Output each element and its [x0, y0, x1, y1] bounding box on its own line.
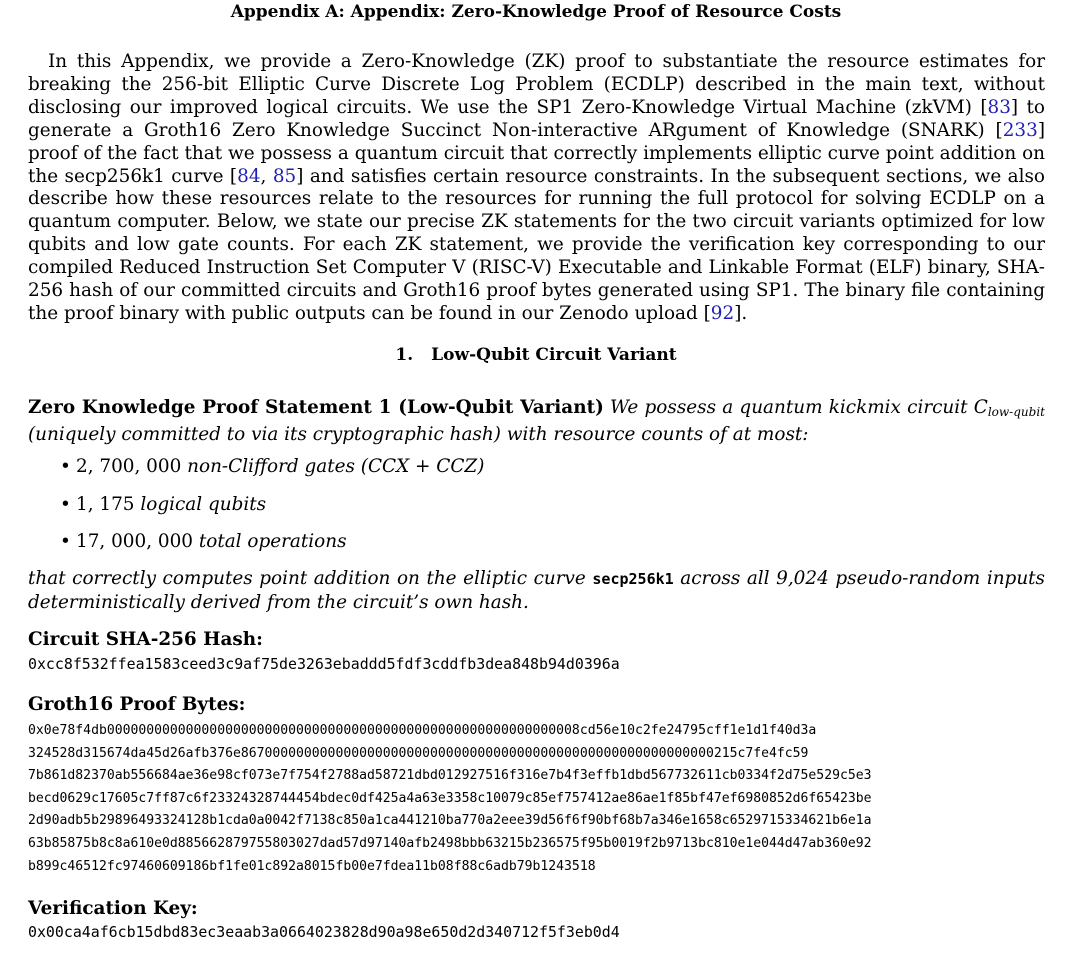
conclusion-text: across all 9,024 pseudo-random inputs deterministically derived from the circuit’s own hash. [28, 568, 1045, 613]
resource-desc: total operations [198, 531, 347, 552]
citation-link-83[interactable]: 83 [987, 96, 1011, 118]
verification-key-value: 0x00ca4af6cb15dbd83ec3eaab3a0664023828d90a98e650d2d340712f5f3eb0d4 [28, 923, 620, 941]
intro-text: ] to generate a Groth16 Zero Knowledge Succinct Non-interactive ARgument of Knowledge (SNARK) [ [28, 96, 1046, 141]
resource-value: 1, 175 [76, 493, 135, 515]
list-item [60, 530, 484, 568]
intro-paragraph [28, 51, 1045, 326]
resource-value: 17, 000, 000 [76, 531, 193, 552]
statement-conclusion [28, 567, 1045, 614]
bullet-icon: • [60, 493, 71, 515]
proof-line: 63b85875b8c8a610e0d885662879755803027dad57d97140afb2498bbb63215b236575f95b0019f2b9713bc810e1e044d47ab360e92 [28, 835, 872, 851]
verification-key-label: Verification Key: [28, 898, 198, 919]
statement-label: Zero Knowledge Proof Statement 1 (Low-Qubit Variant) [28, 397, 604, 418]
intro-text: ] and satisfies certain resource constraints. In the subsequent sections, we also describe how these resources relate to the resources for running the full protocol for solving ECDLP on a quantum computer. Below, we state our precise ZK statements for the two circuit variants optimized for low qubits and low gate counts. For each ZK statement, we provide the verification key corresponding to our compiled Reduced Instruction Set Computer V (RISC-V) Executable and Linkable Format (ELF) binary, SHA-256 hash of our committed circuits and Groth16 proof bytes generated using SP1. The binary file containing the proof binary with public outputs can be found in our Zenodo upload [ [28, 165, 1045, 324]
list-item [60, 455, 484, 493]
circuit-subscript: low-qubit [987, 405, 1045, 419]
citation-link-92[interactable]: 92 [710, 302, 735, 324]
bullet-icon: • [60, 531, 71, 552]
citation-link-84[interactable]: 84 [237, 165, 261, 187]
proof-line: b899c46512fc97460609186bf1fe01c892a8015fb00e7fdea11b08f88c6adb79b1243518 [28, 858, 596, 874]
appendix-title: Appendix A: Appendix: Zero-Knowledge Proof of Resource Costs [230, 2, 842, 22]
proof-label: Groth16 Proof Bytes: [28, 694, 246, 715]
hash-label: Circuit SHA-256 Hash: [28, 629, 263, 650]
section-heading [0, 345, 1072, 365]
hash-value: 0xcc8f532ffea1583ceed3c9af75de3263ebaddd5fdf3cddfb3dea848b94d0396a [28, 655, 620, 673]
resource-value: 2, 700, 000 [76, 456, 182, 477]
proof-line: becd0629c17605c7ff87c6f23324328744454bdec0df425a4a63e3358c10079c85ef757412ae86ae1f85bf47ef6980852d6f65423be [28, 790, 872, 806]
conclusion-text: that correctly computes point addition on the elliptic curve [28, 568, 593, 589]
section-number: 1. [395, 345, 414, 365]
proof-line: 2d90adb5b29896493324128b1cda0a0042f7138c850a1ca441210ba770a2eee39d56f6f90bf68b7a346e1658c6529715334621b6e1a [28, 813, 872, 829]
citation-link-233[interactable]: 233 [1002, 119, 1038, 141]
intro-text: In this Appendix, we provide a Zero-Knowledge (ZK) proof to substantiate the resource estimates for breaking the 256-bit Elliptic Curve Discrete Log Problem (ECDLP) described in the main text, without disclosing our improved logical circuits. We use the SP1 Zero-Knowledge Virtual Machine (zkVM) [ [28, 51, 1045, 118]
curve-name: secp256k1 [592, 570, 674, 588]
proof-line: 0x0e78f4db000000000000000000000000000000000000000000000000000000000008cd56e10c2fe24795cff1e1d1f40d3a [28, 723, 817, 738]
statement-text: We possess a quantum kickmix circuit C [610, 397, 988, 418]
resource-desc: non-Clifford gates (CCX + CCZ) [187, 456, 485, 477]
intro-text: , [260, 165, 273, 187]
resource-list [60, 455, 484, 568]
statement-text: (uniquely committed to via its cryptographic hash) with resource counts of at most: [28, 423, 809, 445]
proof-line: 324528d315674da45d26afb376e867000000000000000000000000000000000000000000000000000000000215c7fe4fc59 [28, 745, 809, 761]
proof-line: 7b861d82370ab556684ae36e98cf073e7f754f2788ad58721dbd012927516f316e7b4f3effb1dbd567732611cb0334f2d75e529c5e3 [28, 768, 872, 784]
section-title: Low-Qubit Circuit Variant [431, 345, 677, 365]
proof-bytes [28, 720, 872, 878]
citation-link-85[interactable]: 85 [272, 165, 297, 187]
bullet-icon: • [60, 456, 71, 477]
intro-text: ]. [734, 302, 748, 324]
zk-statement [28, 397, 1045, 446]
list-item [60, 493, 484, 531]
resource-desc: logical qubits [140, 493, 267, 515]
intro-text: ] proof of the fact that we possess a quantum circuit that correctly implements elliptic curve point addition on the secp256k1 curve [ [28, 119, 1045, 187]
